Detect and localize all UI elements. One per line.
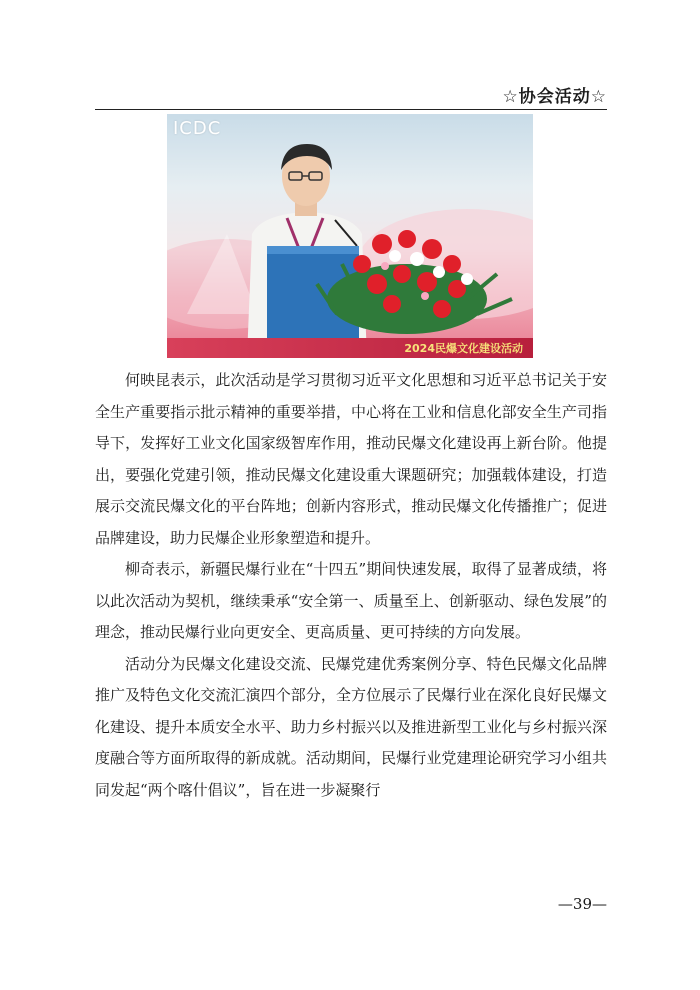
speaker-photo xyxy=(167,114,533,358)
paragraph-1: 何映昆表示，此次活动是学习贯彻习近平文化思想和习近平总书记关于安全生产重要指示批示精神的重要举措，中心将在工业和信息化部安全生产司指导下，发挥好工业文化国家级智库作用，推动民爆文化建设再上新台阶。他提出，要强化党建引领，推动民爆文化建设重大课题研究；加强载体建设，打造展示交流民爆文化的平台阵地；创新内容形式，推动民爆文化传播推广；促进品牌建设，助力民爆企业形象塑造和提升。 xyxy=(95,371,607,547)
paragraph-2: 柳奇表示，新疆民爆行业在“十四五”期间快速发展，取得了显著成绩，将以此次活动为契机，继续秉承“安全第一、质量至上、创新驱动、绿色发展”的理念，推动民爆行业向更安全、更高质量、更可持续的方向发展。 xyxy=(95,560,607,641)
banner-text: 2024民爆文化建设活动 xyxy=(404,342,523,355)
page-number: —39— xyxy=(557,895,607,913)
article-body xyxy=(95,365,607,806)
header-divider xyxy=(95,109,607,110)
photo-illustration xyxy=(167,114,533,358)
page-header xyxy=(95,80,607,110)
event-banner xyxy=(167,338,533,358)
paragraph-3: 活动分为民爆文化建设交流、民爆党建优秀案例分享、特色民爆文化品牌推广及特色文化交流汇演四个部分，全方位展示了民爆行业在深化良好民爆文化建设、提升本质安全水平、助力乡村振兴以及推进新型工业化与乡村振兴深度融合等方面所取得的新成就。活动期间，民爆行业党建理论研究学习小组共同发起“两个喀什倡议”，旨在进一步凝聚行 xyxy=(95,654,607,799)
event-logo: ICDC xyxy=(173,118,222,139)
section-title: ☆协会活动☆ xyxy=(502,87,607,107)
